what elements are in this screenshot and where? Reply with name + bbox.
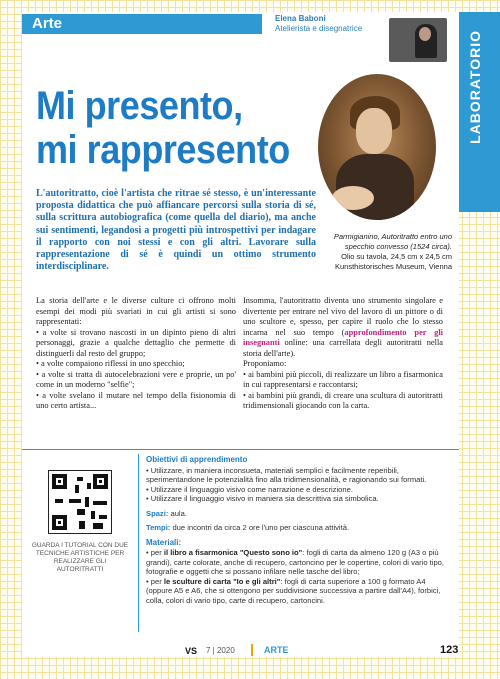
qr-module: [55, 499, 63, 503]
portrait-caption: [312, 232, 452, 272]
body-right-p1: [243, 296, 443, 359]
qr-module: [79, 521, 85, 529]
qr-panel: [30, 470, 130, 574]
intro-paragraph: L'autoritratto, cioè l'artista che ritrae sé stesso, è un'interessante proposta didattica che può affiancare percorsi sulla storia di sé, sulla scrittura autobiografica (come quella del diario), ma anche sui sentimenti, legandosi a progetti più introspettivi per indagare il rapporto con noi stessi e con gli altri. Lavorare sulla rappresentazione di sé è quindi un ottimo strumento interdisciplinare.: [36, 188, 316, 273]
page-number: 123: [440, 644, 459, 656]
qr-module: [91, 511, 95, 519]
magazine-logo: VS: [185, 646, 198, 656]
issue-number: 7 | 2020: [206, 646, 235, 655]
qr-caption: GUARDA I TUTORIAL CON DUE TECNICHE ARTISTICHE PER REALIZZARE GLI AUTORITRATTI: [31, 542, 129, 573]
objective-1: • Utilizzare, in maniera inconsueta, materiali semplici e facilmente reperibili, sperimentandone le potenzialità fino alla tridimensionalità, e ragionando sui formati.: [146, 465, 427, 484]
times-label: Tempi:: [146, 523, 171, 532]
qr-module: [93, 523, 103, 529]
section-label: Arte: [32, 15, 63, 32]
section-header: [22, 14, 262, 34]
qr-module: [77, 477, 83, 481]
author-info: [275, 14, 362, 34]
material-1-pre: • per: [146, 548, 164, 557]
footer-separator: [251, 644, 253, 656]
qr-corner-3: [52, 515, 67, 530]
objective-3: • Utilizzare il linguaggio visivo in maniera sia descrittiva sia simbolica.: [146, 494, 379, 503]
qr-module: [93, 501, 107, 505]
body-right-p2: Proponiamo:: [243, 359, 287, 368]
qr-module: [99, 515, 107, 519]
title-line-1: Mi presento,: [36, 84, 243, 128]
qr-module: [85, 497, 89, 507]
caption-details: Olio su tavola, 24,5 cm x 24,5 cm: [341, 252, 452, 261]
box-content: [146, 455, 450, 605]
body-right-p1-b: online: una carrellata degli autoritratti nella storia dell'arte).: [243, 338, 443, 358]
body-right-bullet-2: • ai bambini più grandi, di creare una scultura di autoritratti tridimensionali giocando con la carta.: [243, 390, 443, 410]
body-left-bullet-4: • a volte svelano il mutare nel tempo della fisionomia di uno certo artista...: [36, 390, 236, 410]
qr-module: [75, 485, 79, 493]
spaces-value: aula.: [168, 508, 187, 518]
qr-corner-1: [52, 474, 67, 489]
author-name: Elena Baboni: [275, 14, 326, 23]
spaces-line: [146, 509, 450, 519]
author-photo-face: [419, 27, 431, 41]
caption-museum: Kunsthistorisches Museum, Vienna: [334, 262, 452, 271]
times-line: [146, 523, 450, 533]
objective-2: • Utilizzare il linguaggio visivo come narrazione e descrizione.: [146, 484, 353, 494]
sidebar-label: LABORATORIO: [467, 30, 483, 144]
portrait-face: [356, 108, 392, 154]
qr-module: [69, 499, 81, 503]
material-2: [146, 577, 450, 606]
body-right-p1-a: Insomma, l'autoritratto diventa uno strumento singolare e divertente per entrare nel vivo del lavoro di un pittore o di uno scultore e, spesso, per capire il ruolo che lo stesso incarna nel suo tempo (: [243, 296, 443, 337]
sidebar-tab: [459, 12, 500, 212]
qr-code-icon[interactable]: [48, 470, 112, 534]
times-value: due incontri da circa 2 ore l'uno per ciascuna attività.: [170, 523, 350, 532]
body-column-right: [243, 296, 443, 412]
material-1-bold: il libro a fisarmonica "Questo sono io": [163, 548, 303, 557]
teacher-resource-link[interactable]: approfondimento per gli insegnanti: [243, 327, 443, 347]
author-photo: [389, 18, 447, 62]
material-2-text: : fogli di carta superiore a 100 g formato A4 (oppure A5 e A6, che si ottengono per suddivisione successiva a partire dall'A4), forbici, colla, colori di vario tipo, carte di recupero, cartoncini.: [146, 576, 441, 605]
caption-title: Parmigianino, Autoritratto entro uno specchio convesso (1524 circa).: [333, 232, 452, 251]
page-title: [36, 84, 290, 172]
qr-module: [77, 509, 85, 515]
qr-corner-2: [93, 474, 108, 489]
body-left-bullet-3: • a volte si tratta di autocelebrazioni vere e proprie, un po' come in un moderno "selfie";: [36, 369, 236, 389]
title-line-2: mi rappresento: [36, 128, 290, 172]
box-divider: [138, 454, 139, 632]
material-2-pre: • per: [146, 576, 164, 586]
footer-section: ARTE: [264, 645, 289, 655]
body-left-p1: La storia dell'arte e le diverse culture ci offrono molti esempi dei modi più svariati in cui gli artisti si sono rappresentati:: [36, 296, 236, 326]
qr-module: [87, 483, 91, 489]
portrait-image: [318, 74, 436, 220]
materials-title: Materiali:: [146, 537, 182, 547]
body-left-bullet-1: • a volte si trovano nascosti in un dipinto pieno di altri personaggi, grazie a qualche dettaglio che permette di distinguerli dal resto del gruppo;: [36, 327, 236, 358]
body-left-bullet-2: • a volte compaiono riflessi in uno specchio;: [36, 359, 185, 368]
body-right-bullet-1: • ai bambini più piccoli, di realizzare un libro a fisarmonica in cui rappresentarsi e raccontarsi;: [243, 369, 443, 389]
objectives-title: Obiettivi di apprendimento: [146, 455, 248, 464]
author-role: Atelierista e disegnatrice: [275, 24, 363, 33]
material-1-text: : fogli di carta da almeno 120 g (A3 o più grandi), carte colorate, anche di recupero, cartoncino per le copertine, colori di vario tipo, fotografie e oggetti che si possano infilare nelle tasche del libro;: [146, 548, 445, 576]
portrait-hand: [332, 186, 374, 210]
material-2-bold: le sculture di carta "Io e gli altri": [163, 576, 281, 586]
page-footer: [0, 640, 500, 660]
body-column-left: [36, 296, 236, 412]
spaces-label: Spazi:: [146, 508, 169, 518]
material-1: [146, 548, 450, 577]
